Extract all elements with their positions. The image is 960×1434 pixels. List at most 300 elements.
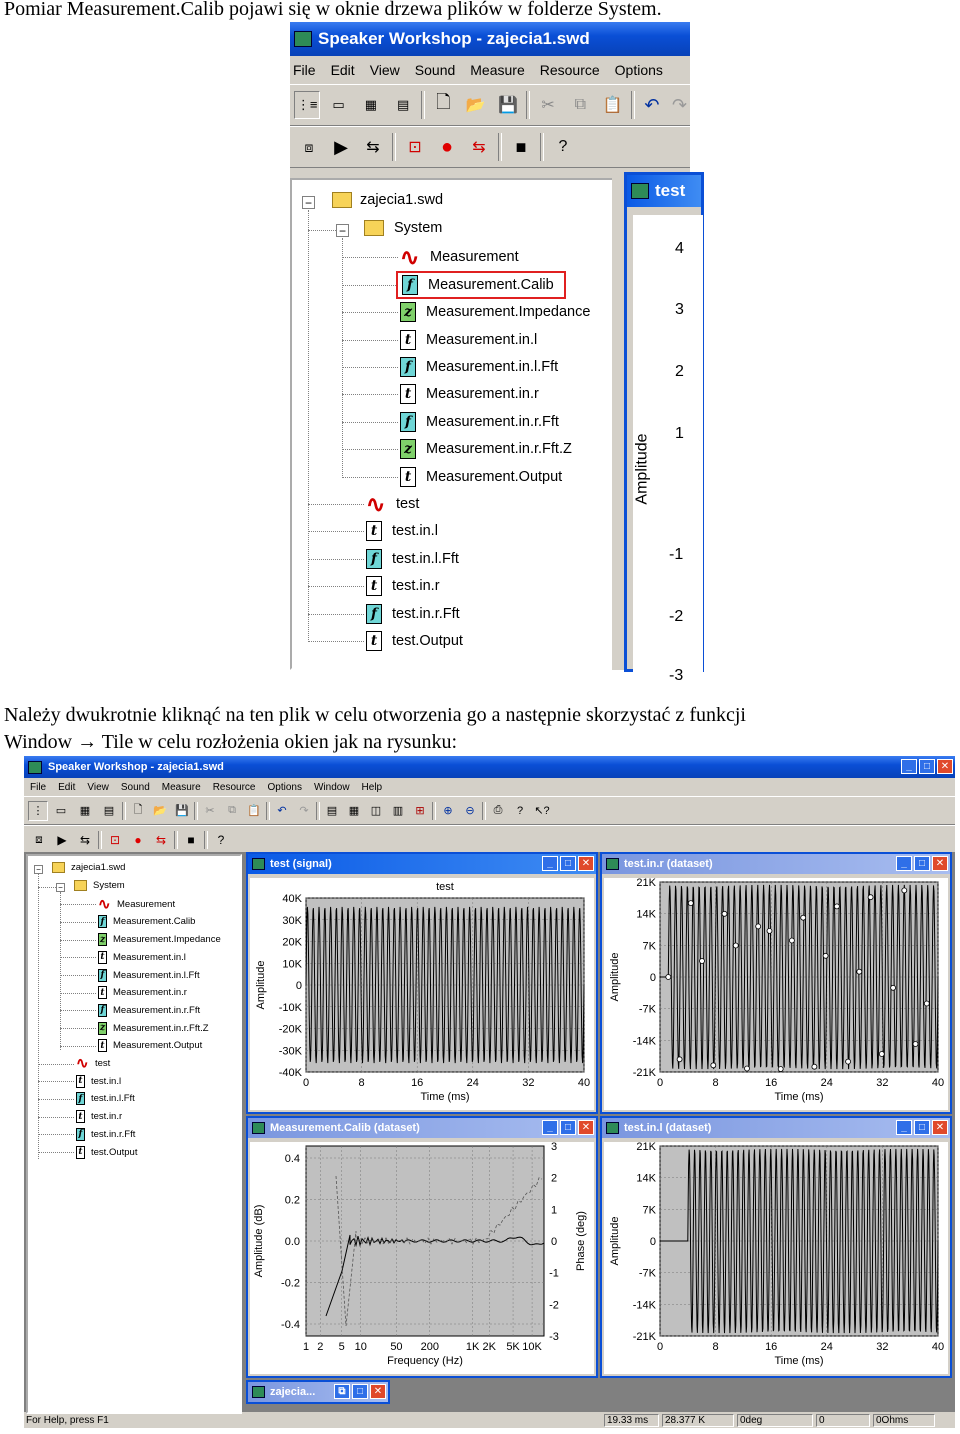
list-view-button[interactable]: ▭	[55, 805, 67, 817]
stop-icon[interactable]: ■	[515, 136, 527, 157]
tree-item-label: Measurement.in.l.Fft	[113, 969, 200, 981]
tree-view-button[interactable]: ⋮≡	[294, 91, 320, 119]
y2-tick-label: 1	[550, 1204, 558, 1217]
x-tick-label: 10	[354, 1341, 367, 1353]
tree-system[interactable]	[74, 880, 125, 891]
time-file-icon: t	[98, 1039, 107, 1052]
app-icon	[28, 761, 42, 774]
data-point	[812, 1064, 817, 1069]
time-file-icon: t	[400, 467, 416, 487]
window-test-in-l[interactable]	[600, 1116, 952, 1378]
collapse-root-icon[interactable]: −	[34, 865, 43, 874]
minimize-icon[interactable]: _	[542, 1120, 558, 1135]
data-point	[868, 895, 873, 900]
tree-item-label: Measurement.in.l.Fft	[426, 359, 559, 375]
window-icon	[252, 1386, 265, 1398]
close-icon[interactable]: ✕	[932, 856, 948, 871]
tree-item[interactable]	[98, 951, 186, 964]
restore-icon[interactable]: ⧉	[334, 1384, 350, 1399]
y2-tick-label: -2	[549, 1299, 559, 1312]
collapse-system-icon[interactable]: −	[336, 224, 349, 237]
help-icon[interactable]: ?	[516, 804, 524, 817]
y-tick-label: 7K	[642, 940, 656, 953]
x-tick-label: 50	[390, 1341, 403, 1353]
time-file-icon: t	[400, 330, 416, 350]
data-point	[666, 975, 671, 980]
collapse-system-icon[interactable]: −	[56, 883, 65, 892]
menu-window[interactable]: Window	[313, 781, 350, 793]
zoom-out-icon[interactable]: ⊖	[465, 805, 475, 817]
tree-root[interactable]	[332, 192, 443, 208]
window-icon	[252, 858, 265, 870]
time-file-icon: t	[76, 1110, 85, 1123]
y-tick-label: -21K	[632, 1067, 656, 1079]
x-tick-label: 5	[338, 1341, 345, 1353]
zoom-in-icon[interactable]: ⊕	[443, 805, 453, 817]
y-tick-label: 0	[649, 972, 656, 984]
x-tick-label: 16	[411, 1077, 424, 1089]
y-tick-label: 0	[649, 1236, 656, 1248]
fft-file-icon: f	[402, 275, 418, 295]
x-tick-label: 10K	[522, 1341, 542, 1353]
preview-ytick: -1	[669, 546, 684, 563]
undo-icon[interactable]: ↶	[277, 805, 287, 817]
x-axis-label: Time (ms)	[774, 1355, 824, 1367]
maximize-icon[interactable]: □	[914, 856, 930, 871]
help-icon[interactable]: ?	[558, 138, 568, 155]
y-tick-label: 7K	[642, 1204, 656, 1217]
time-file-icon: t	[76, 1146, 85, 1159]
menu-edit[interactable]: Edit	[330, 62, 355, 78]
paste-icon[interactable]: 📋	[247, 805, 261, 817]
x-tick-label: 32	[876, 1341, 889, 1353]
x-tick-label: 1K	[465, 1341, 480, 1353]
menu-options[interactable]: Options	[614, 62, 663, 78]
status-impedance: 0Ohms	[873, 1414, 935, 1427]
tree-item[interactable]	[98, 933, 221, 946]
menu-resource[interactable]: Resource	[212, 781, 256, 793]
y2-axis-label: Phase (deg)	[575, 1211, 587, 1271]
tree-item-label: Measurement.in.r.Fft	[426, 413, 559, 430]
record-loop-icon[interactable]: ⇆	[472, 139, 486, 156]
tree-item-label: Measurement.Calib	[113, 916, 196, 928]
tree-item-label: Measurement.Output	[426, 468, 563, 485]
minimize-icon[interactable]: _	[896, 856, 912, 871]
tree-item[interactable]	[366, 521, 438, 541]
grid-view-button[interactable]: ▦	[79, 805, 91, 817]
data-point	[700, 959, 705, 964]
tree-item-label: test.in.l	[91, 1075, 122, 1087]
data-point	[846, 1059, 851, 1064]
data-point	[677, 1057, 682, 1062]
detail-view-button[interactable]: ▤	[103, 805, 115, 817]
play-window-icon[interactable]: ⧈	[35, 832, 43, 846]
impedance-file-icon: z	[99, 934, 106, 945]
mdi-area	[24, 852, 955, 1412]
chart-c-icon[interactable]: ◫	[370, 805, 382, 817]
menu-sound[interactable]: Sound	[414, 62, 456, 78]
y2-tick-label: 3	[550, 1141, 558, 1153]
toolbar-2b	[24, 825, 955, 854]
menu-measure[interactable]: Measure	[470, 62, 525, 78]
maximize-icon[interactable]: □	[560, 1120, 576, 1135]
menu-edit[interactable]: Edit	[58, 781, 76, 793]
minimize-icon[interactable]: _	[542, 856, 558, 871]
undo-icon[interactable]: ↶	[644, 94, 660, 115]
window-title: test.in.l (dataset)	[624, 1122, 712, 1134]
window-measurement-calib[interactable]	[246, 1116, 598, 1378]
tree-item-label: test.Output	[91, 1146, 138, 1158]
signal-wave-icon: ∿	[76, 1055, 89, 1072]
x-tick-label: 40	[931, 1077, 945, 1089]
record-loop-icon[interactable]: ⇆	[155, 832, 167, 847]
tree-item[interactable]	[366, 549, 459, 569]
close-icon[interactable]: ✕	[578, 856, 594, 871]
tree-item[interactable]	[76, 1128, 135, 1141]
signal-wave-icon: ∿	[366, 491, 386, 517]
minimize-icon[interactable]: _	[901, 759, 917, 774]
tree-item[interactable]	[400, 302, 590, 322]
data-point	[778, 1067, 783, 1072]
calib-plot	[248, 1140, 596, 1376]
chart-d-icon[interactable]: ▥	[392, 805, 404, 817]
tree-item[interactable]	[98, 1022, 209, 1035]
window-test-signal[interactable]	[246, 852, 598, 1114]
x-axis-label: Time (ms)	[774, 1091, 824, 1103]
data-point	[902, 888, 907, 893]
menu-resource[interactable]: Resource	[539, 62, 600, 78]
toolbar-2	[290, 126, 690, 168]
tree-item[interactable]	[366, 631, 463, 651]
y-tick-label: -0.4	[281, 1319, 300, 1331]
tree-item-label: Measurement.in.r.Fft.Z	[113, 1022, 209, 1034]
chart-e-icon[interactable]: ⊞	[415, 805, 425, 817]
window-title: test (signal)	[270, 858, 332, 870]
chart-a-icon[interactable]: ▤	[326, 805, 338, 817]
tree-item[interactable]	[98, 915, 195, 928]
data-point	[857, 969, 862, 974]
new-file-icon[interactable]: 🗋	[436, 92, 451, 112]
copy-icon[interactable]: ⧉	[228, 804, 236, 816]
tree-item[interactable]	[98, 1039, 202, 1052]
tree-item[interactable]	[400, 244, 519, 271]
y-tick-label: -14K	[632, 1035, 656, 1048]
tree-item[interactable]	[366, 604, 460, 624]
tree-item[interactable]	[76, 1057, 110, 1070]
tree-item-label: Measurement.Calib	[428, 276, 554, 293]
tree-item[interactable]	[400, 467, 562, 487]
tree-item-label: Measurement.Impedance	[426, 304, 591, 321]
y-tick-label: -14K	[632, 1299, 656, 1312]
data-point	[913, 1042, 918, 1047]
x-tick-label: 1	[302, 1341, 310, 1353]
y-axis-label: Amplitude	[609, 1216, 621, 1266]
folder-icon	[52, 862, 65, 873]
menu-measure[interactable]: Measure	[161, 781, 201, 793]
preview-ytick: 3	[675, 301, 684, 318]
screenshot-2	[24, 756, 955, 1428]
fft-file-icon: f	[98, 915, 107, 928]
instruction-text-2: Window → Tile w celu rozłożenia okien jak na rysunku:	[4, 731, 457, 753]
preview-window-title: test	[655, 181, 686, 200]
copy-icon[interactable]: ⧉	[574, 96, 587, 113]
status-phase: 0deg	[737, 1414, 813, 1427]
toolbar-2a	[24, 796, 955, 825]
play-icon[interactable]: ▶	[57, 832, 67, 847]
play-window-icon[interactable]: ⧈	[304, 138, 314, 155]
minimized-window[interactable]	[246, 1380, 390, 1404]
y-tick-label: -0.2	[281, 1277, 300, 1290]
instruction-text: Należy dwukrotnie kliknąć na ten plik w celu otworzenia go a następnie skorzystać z funkcji	[4, 704, 746, 726]
preview-ytick: 4	[675, 240, 684, 257]
status-time: 19.33 ms	[604, 1414, 659, 1427]
app-title: Speaker Workshop - zajecia1.swd	[318, 29, 590, 48]
tree-item[interactable]	[76, 1092, 135, 1105]
context-help-icon[interactable]: ↖?	[534, 805, 550, 817]
x-tick-label: 16	[765, 1341, 778, 1353]
x-tick-label: 40	[577, 1077, 591, 1089]
data-point	[801, 915, 806, 920]
preview-ylabel: Amplitude	[633, 433, 651, 505]
record-icon[interactable]: ●	[134, 832, 142, 847]
close-icon[interactable]: ✕	[932, 1120, 948, 1135]
fft-file-icon: f	[366, 549, 382, 569]
impedance-file-icon: z	[400, 439, 416, 459]
y-tick-label: -20K	[278, 1023, 302, 1036]
close-icon[interactable]: ✕	[370, 1384, 386, 1399]
data-point	[823, 953, 828, 958]
y-tick-label: 14K	[636, 1172, 656, 1185]
tree-item-label: test.Output	[392, 633, 463, 649]
fft-file-icon: f	[76, 1092, 85, 1105]
signal-plot	[248, 876, 596, 1112]
tree-root[interactable]	[52, 862, 125, 873]
maximize-icon[interactable]: □	[914, 1120, 930, 1135]
menu-file[interactable]: File	[293, 62, 316, 78]
tree-item[interactable]	[98, 895, 176, 913]
close-icon[interactable]: ✕	[937, 759, 953, 774]
paste-icon[interactable]: 📋	[602, 97, 623, 114]
y-axis-label: Amplitude (dB)	[253, 1204, 265, 1278]
menu-view[interactable]: View	[87, 781, 109, 793]
help-icon[interactable]: ?	[217, 832, 225, 847]
signal-wave-icon: ∿	[98, 895, 111, 913]
menu-sound[interactable]: Sound	[120, 781, 150, 793]
app-titlebar-2	[24, 756, 955, 778]
redo-icon[interactable]: ↷	[671, 94, 688, 115]
minimize-icon[interactable]: _	[896, 1120, 912, 1135]
tree-view-button[interactable]: ⋮	[28, 801, 48, 821]
tree-item-label: Measurement.in.r.Fft	[113, 1004, 201, 1016]
plot-title: test	[436, 881, 454, 893]
collapse-root-icon[interactable]: −	[302, 196, 315, 209]
y2-tick-label: -3	[549, 1331, 559, 1343]
file-tree-panel	[290, 178, 616, 670]
tree-root-label: zajecia1.swd	[360, 192, 444, 208]
tree-item[interactable]	[98, 969, 200, 982]
preview-window-icon	[631, 183, 649, 199]
x-tick-label: 24	[820, 1077, 833, 1089]
tree-item[interactable]	[98, 986, 187, 999]
record-icon[interactable]: ●	[440, 135, 454, 158]
y2-tick-label: 2	[550, 1172, 558, 1185]
x-axis-label: Frequency (Hz)	[387, 1355, 463, 1367]
window-icon	[252, 1122, 265, 1134]
folder-icon	[332, 192, 352, 208]
play-loop-icon[interactable]: ⇆	[79, 832, 91, 847]
y-tick-label: 21K	[636, 877, 656, 889]
data-point	[722, 911, 727, 916]
record-window-icon[interactable]: ⊡	[109, 832, 121, 847]
y2-tick-label: -1	[549, 1267, 559, 1280]
x-tick-label: 8	[712, 1341, 719, 1353]
app-titlebar	[290, 22, 690, 56]
status-bar	[24, 1412, 955, 1428]
stop-icon[interactable]: ■	[187, 832, 195, 847]
preview-ytick: -2	[669, 608, 684, 625]
fft-file-icon: f	[366, 604, 382, 624]
list-view-button[interactable]: ▭	[332, 97, 345, 112]
preview-window[interactable]	[624, 172, 704, 684]
x-tick-label: 8	[358, 1077, 365, 1089]
y-tick-label: -7K	[638, 1267, 656, 1280]
data-point	[711, 1063, 716, 1068]
window-title: Measurement.Calib (dataset)	[270, 1122, 420, 1134]
tree-system[interactable]	[364, 220, 442, 236]
toolbar-1	[290, 84, 690, 126]
in-r-plot	[602, 876, 950, 1112]
menu-options[interactable]: Options	[267, 781, 302, 793]
x-tick-label: 5K	[506, 1341, 520, 1353]
tree-item[interactable]	[400, 412, 559, 432]
y-axis-label: Amplitude	[255, 960, 267, 1010]
x-tick-label: 0	[656, 1341, 664, 1353]
tree-item[interactable]	[76, 1075, 121, 1088]
tree-item[interactable]	[400, 439, 572, 459]
fft-file-icon: f	[98, 1004, 107, 1017]
cut-icon[interactable]: ✂	[205, 805, 215, 817]
cut-icon[interactable]: ✂	[541, 97, 555, 114]
tree-item-label: Measurement.in.l	[113, 951, 186, 963]
print-icon[interactable]: ⎙	[493, 804, 503, 816]
fft-file-icon: f	[400, 412, 416, 432]
screenshot-1	[290, 22, 690, 684]
tree-item[interactable]	[76, 1110, 122, 1123]
x-tick-label: 2K	[482, 1341, 496, 1353]
tree-item[interactable]	[400, 357, 558, 377]
x-tick-label: 0	[656, 1077, 664, 1089]
y-tick-label: 30K	[282, 914, 302, 927]
tree-item[interactable]	[366, 491, 420, 517]
app-icon	[294, 31, 312, 47]
new-file-icon[interactable]: 🗋	[133, 804, 143, 816]
status-amplitude: 28.377 K	[662, 1414, 734, 1427]
data-point	[745, 1066, 750, 1071]
chart-b-icon[interactable]: ▦	[348, 805, 360, 817]
tree-item-label: Measurement.in.r	[113, 987, 187, 999]
time-file-icon: t	[366, 521, 382, 541]
maximize-icon[interactable]: □	[919, 759, 935, 774]
tree-item-label: test.in.r.Fft	[91, 1128, 136, 1140]
y-tick-label: -7K	[638, 1003, 656, 1016]
preview-ytick: 2	[675, 363, 684, 380]
tree-item-label: test.in.r.Fft	[392, 605, 460, 622]
tree-item-label: Measurement.Output	[113, 1040, 203, 1052]
x-tick-label: 24	[820, 1341, 833, 1353]
tree-item-highlighted[interactable]	[400, 275, 562, 295]
tree-item-label: Measurement.in.r	[426, 386, 539, 403]
tree-item[interactable]	[400, 330, 537, 350]
file-tree-panel-2	[26, 854, 242, 1414]
tree-root-label: zajecia1.swd	[71, 862, 126, 873]
tree-system-label: System	[394, 220, 443, 236]
save-icon[interactable]: 💾	[497, 97, 518, 114]
y-tick-label: 20K	[282, 936, 302, 949]
y2-tick-label: 0	[550, 1236, 558, 1248]
preview-ytick: -3	[669, 667, 684, 684]
intro-text: Pomiar Measurement.Calib pojawi się w oknie drzewa plików w folderze System.	[4, 0, 662, 20]
menu-view[interactable]: View	[369, 62, 400, 78]
play-loop-icon[interactable]: ⇆	[366, 139, 380, 156]
time-file-icon: t	[98, 951, 107, 964]
tree-item[interactable]	[400, 384, 539, 404]
data-point	[924, 1001, 929, 1006]
preview-plot	[633, 215, 703, 684]
tree-item[interactable]	[366, 576, 440, 596]
x-tick-label: 0	[302, 1077, 310, 1089]
data-point	[756, 924, 761, 929]
app-title-2: Speaker Workshop - zajecia1.swd	[48, 761, 224, 773]
play-icon[interactable]: ▶	[334, 136, 348, 157]
grid-view-button[interactable]: ▦	[364, 97, 378, 112]
x-tick-label: 16	[765, 1077, 778, 1089]
tree-item-label: test.in.l.Fft	[91, 1093, 135, 1105]
window-icon	[606, 1122, 619, 1134]
y-tick-label: -40K	[278, 1067, 302, 1079]
y-tick-label: 0.4	[284, 1153, 300, 1165]
signal-wave-icon: ∿	[400, 244, 420, 271]
menubar	[290, 56, 690, 84]
preview-ytick: 1	[675, 425, 684, 442]
menu-help[interactable]: Help	[361, 781, 383, 793]
open-folder-icon[interactable]: 📂	[465, 97, 486, 114]
maximize-icon[interactable]: □	[560, 856, 576, 871]
tree-system-label: System	[93, 880, 125, 891]
status-value: 0	[816, 1414, 870, 1427]
open-folder-icon[interactable]: 📂	[153, 805, 167, 817]
x-tick-label: 2	[317, 1341, 324, 1353]
record-window-icon[interactable]: ⊡	[408, 139, 422, 156]
tree-item[interactable]	[76, 1146, 137, 1159]
minimized-title: zajecia...	[270, 1386, 316, 1398]
tree-item[interactable]	[98, 1004, 200, 1017]
tree-item-label: Measurement	[117, 898, 176, 910]
maximize-icon[interactable]: □	[352, 1384, 368, 1399]
tree-item-label: test	[95, 1058, 111, 1069]
close-icon[interactable]: ✕	[578, 1120, 594, 1135]
menu-file[interactable]: File	[30, 781, 47, 793]
save-icon[interactable]: 💾	[175, 805, 189, 817]
fft-file-icon: f	[98, 969, 107, 982]
splitter[interactable]	[612, 178, 618, 670]
detail-view-button[interactable]: ▤	[397, 97, 410, 112]
redo-icon[interactable]: ↷	[299, 805, 309, 817]
tree-item-label: Measurement.in.r.Fft.Z	[426, 441, 572, 458]
data-point	[879, 1052, 884, 1057]
time-file-icon: t	[98, 986, 107, 999]
window-test-in-r[interactable]	[600, 852, 952, 1114]
y-tick-label: 0.0	[284, 1236, 300, 1248]
